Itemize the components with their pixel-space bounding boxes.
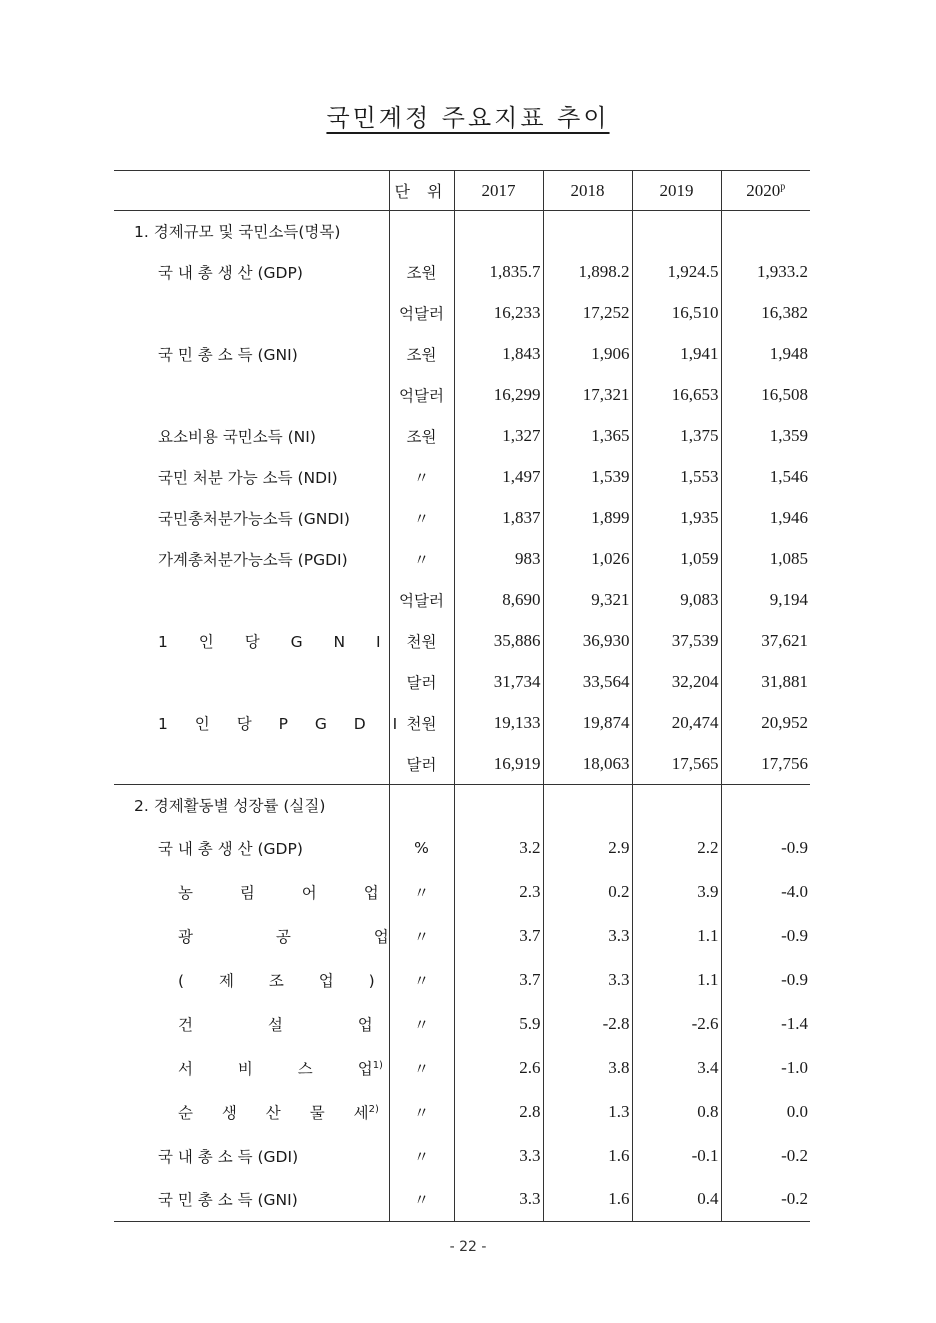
row-unit: 〃: [389, 914, 454, 958]
section2-heading: 2. 경제활동별 성장률 (실질): [134, 797, 326, 816]
row-unit: 억달러: [389, 580, 454, 621]
cell-2019: 1,935: [632, 498, 721, 539]
cell-2019: 1,059: [632, 539, 721, 580]
cell-2018: 1,026: [543, 539, 632, 580]
cell-2017: 1,497: [454, 457, 543, 498]
table-row: [114, 1134, 810, 1178]
table-row: [114, 662, 810, 703]
row-unit: 〃: [389, 958, 454, 1002]
section-heading-row: [114, 785, 810, 826]
cell-2018: 1.6: [543, 1134, 632, 1178]
table-row: [114, 1178, 810, 1222]
row-label: 국 민 총 소 득 (GNI): [158, 1191, 298, 1210]
cell-2020: 1,085: [721, 539, 810, 580]
cell-2020: -1.4: [721, 1002, 810, 1046]
cell-2018: 0.2: [543, 870, 632, 914]
row-label: 순 생 산 물 세$^{2)}$: [178, 1103, 379, 1122]
cell-2018: 33,564: [543, 662, 632, 703]
row-unit: %: [389, 826, 454, 870]
cell-2020: 17,756: [721, 744, 810, 785]
row-label: 1 인 당 P G D I: [158, 715, 404, 733]
cell-2017: 31,734: [454, 662, 543, 703]
table-row: [114, 1090, 810, 1134]
table-row: [114, 580, 810, 621]
cell-2018: 1,899: [543, 498, 632, 539]
cell-2018: 1,539: [543, 457, 632, 498]
cell-2017: 35,886: [454, 621, 543, 662]
header-unit: 단 위: [389, 171, 454, 211]
table-row: [114, 1046, 810, 1090]
cell-2017: 1,835.7: [454, 252, 543, 293]
cell-2019: 9,083: [632, 580, 721, 621]
row-unit: 〃: [389, 539, 454, 580]
row-unit: 달러: [389, 744, 454, 785]
row-unit: 〃: [389, 870, 454, 914]
cell-2018: 17,252: [543, 293, 632, 334]
table-row: [114, 375, 810, 416]
cell-2019: 1,924.5: [632, 252, 721, 293]
cell-2020: -0.2: [721, 1178, 810, 1222]
table-row: [114, 826, 810, 870]
row-unit: 억달러: [389, 293, 454, 334]
cell-2019: 1.1: [632, 958, 721, 1002]
row-label: ( 제 조 업 ): [178, 971, 375, 990]
cell-2018: 18,063: [543, 744, 632, 785]
cell-2019: 37,539: [632, 621, 721, 662]
row-label: 국 내 총 생 산 (GDP): [158, 264, 303, 282]
cell-2017: 1,327: [454, 416, 543, 457]
cell-2020: 9,194: [721, 580, 810, 621]
header-year-2017: 2017: [454, 171, 543, 211]
table-row: [114, 416, 810, 457]
cell-2018: 3.3: [543, 914, 632, 958]
row-unit: 〃: [389, 1178, 454, 1222]
cell-2020: 0.0: [721, 1090, 810, 1134]
cell-2018: 1.6: [543, 1178, 632, 1222]
cell-2019: 3.9: [632, 870, 721, 914]
cell-2017: 2.3: [454, 870, 543, 914]
row-label: 국 민 총 소 득 (GNI): [158, 346, 298, 364]
table-row: [114, 498, 810, 539]
footnote-mark: 1): [372, 1059, 383, 1071]
header-year-2020: 2020$^p$: [721, 171, 810, 211]
cell-2019: 1,941: [632, 334, 721, 375]
cell-2020: 37,621: [721, 621, 810, 662]
cell-2019: -2.6: [632, 1002, 721, 1046]
cell-2020: -0.9: [721, 826, 810, 870]
table-row: [114, 293, 810, 334]
row-unit: 〃: [389, 1002, 454, 1046]
table-row: [114, 457, 810, 498]
cell-2020: 31,881: [721, 662, 810, 703]
row-unit: 천원: [389, 703, 454, 744]
cell-2018: 3.8: [543, 1046, 632, 1090]
table-row: [114, 334, 810, 375]
cell-2018: 2.9: [543, 826, 632, 870]
cell-2020: 1,933.2: [721, 252, 810, 293]
cell-2017: 3.2: [454, 826, 543, 870]
cell-2017: 1,843: [454, 334, 543, 375]
cell-2017: 983: [454, 539, 543, 580]
cell-2017: 5.9: [454, 1002, 543, 1046]
row-label: 국민 처분 가능 소득 (NDI): [158, 469, 338, 487]
cell-2020: -0.9: [721, 958, 810, 1002]
row-unit: 〃: [389, 1046, 454, 1090]
cell-2018: 1,906: [543, 334, 632, 375]
row-unit: 조원: [389, 252, 454, 293]
cell-2019: 20,474: [632, 703, 721, 744]
cell-2019: 0.8: [632, 1090, 721, 1134]
cell-2020: 1,948: [721, 334, 810, 375]
cell-2018: 1,898.2: [543, 252, 632, 293]
row-unit: 〃: [389, 1134, 454, 1178]
table-row: [114, 914, 810, 958]
cell-2020: 1,359: [721, 416, 810, 457]
table-row: [114, 870, 810, 914]
table-header-row: [114, 171, 810, 211]
cell-2019: 1,375: [632, 416, 721, 457]
cell-2017: 3.7: [454, 958, 543, 1002]
cell-2017: 16,233: [454, 293, 543, 334]
cell-2017: 3.7: [454, 914, 543, 958]
row-label: 농 림 어 업: [178, 883, 381, 902]
cell-2017: 16,919: [454, 744, 543, 785]
table-row: [114, 621, 810, 662]
row-unit: 〃: [389, 457, 454, 498]
row-label: 1 인 당 G N I: [158, 633, 387, 651]
row-label: 광 공 업: [178, 927, 389, 946]
row-label: 건 설 업: [178, 1015, 373, 1034]
cell-2019: -0.1: [632, 1134, 721, 1178]
cell-2019: 16,653: [632, 375, 721, 416]
cell-2019: 17,565: [632, 744, 721, 785]
cell-2017: 19,133: [454, 703, 543, 744]
table-row: [114, 703, 810, 744]
row-label: 가계총처분가능소득 (PGDI): [158, 551, 348, 569]
cell-2017: 8,690: [454, 580, 543, 621]
table-row: [114, 539, 810, 580]
cell-2019: 2.2: [632, 826, 721, 870]
cell-2017: 3.3: [454, 1178, 543, 1222]
row-unit: 천원: [389, 621, 454, 662]
header-year-2018: 2018: [543, 171, 632, 211]
cell-2019: 0.4: [632, 1178, 721, 1222]
cell-2020: -0.9: [721, 914, 810, 958]
row-unit: 〃: [389, 498, 454, 539]
row-label: 서 비 스 업$^{1)}$: [178, 1059, 383, 1078]
header-year-2019: 2019: [632, 171, 721, 211]
row-unit: 조원: [389, 334, 454, 375]
cell-2020: -1.0: [721, 1046, 810, 1090]
cell-2017: 3.3: [454, 1134, 543, 1178]
row-label: 국 내 총 소 득 (GDI): [158, 1147, 299, 1166]
cell-2019: 16,510: [632, 293, 721, 334]
cell-2020: 16,382: [721, 293, 810, 334]
cell-2018: 3.3: [543, 958, 632, 1002]
cell-2018: 9,321: [543, 580, 632, 621]
table-row: [114, 744, 810, 785]
section-heading-row: [114, 211, 810, 252]
cell-2018: -2.8: [543, 1002, 632, 1046]
page-title: 국민계정 주요지표 추이: [326, 104, 610, 132]
cell-2020: 16,508: [721, 375, 810, 416]
cell-2018: 1.3: [543, 1090, 632, 1134]
section1-heading: 1. 경제규모 및 국민소득(명목): [134, 223, 341, 242]
cell-2020: 20,952: [721, 703, 810, 744]
cell-2019: 1,553: [632, 457, 721, 498]
cell-2018: 36,930: [543, 621, 632, 662]
national-accounts-table: [114, 170, 810, 1222]
header-label-cell: [114, 171, 389, 211]
cell-2020: -0.2: [721, 1134, 810, 1178]
footnote-mark: 2): [368, 1103, 379, 1115]
row-unit: 달러: [389, 662, 454, 703]
cell-2017: 1,837: [454, 498, 543, 539]
table-row: [114, 252, 810, 293]
cell-2020: -4.0: [721, 870, 810, 914]
cell-2017: 16,299: [454, 375, 543, 416]
cell-2020: 1,546: [721, 457, 810, 498]
cell-2020: 1,946: [721, 498, 810, 539]
cell-2018: 19,874: [543, 703, 632, 744]
table-row: [114, 958, 810, 1002]
row-label: 국민총처분가능소득 (GNDI): [158, 510, 350, 528]
page-number: - 22 -: [449, 1239, 487, 1255]
cell-2019: 1.1: [632, 914, 721, 958]
cell-2018: 1,365: [543, 416, 632, 457]
row-unit: 억달러: [389, 375, 454, 416]
row-unit: 조원: [389, 416, 454, 457]
row-unit: 〃: [389, 1090, 454, 1134]
cell-2019: 3.4: [632, 1046, 721, 1090]
cell-2017: 2.6: [454, 1046, 543, 1090]
cell-2017: 2.8: [454, 1090, 543, 1134]
table-row: [114, 1002, 810, 1046]
cell-2019: 32,204: [632, 662, 721, 703]
cell-2018: 17,321: [543, 375, 632, 416]
row-label: 국 내 총 생 산 (GDP): [158, 839, 303, 858]
row-label: 요소비용 국민소득 (NI): [158, 428, 316, 446]
